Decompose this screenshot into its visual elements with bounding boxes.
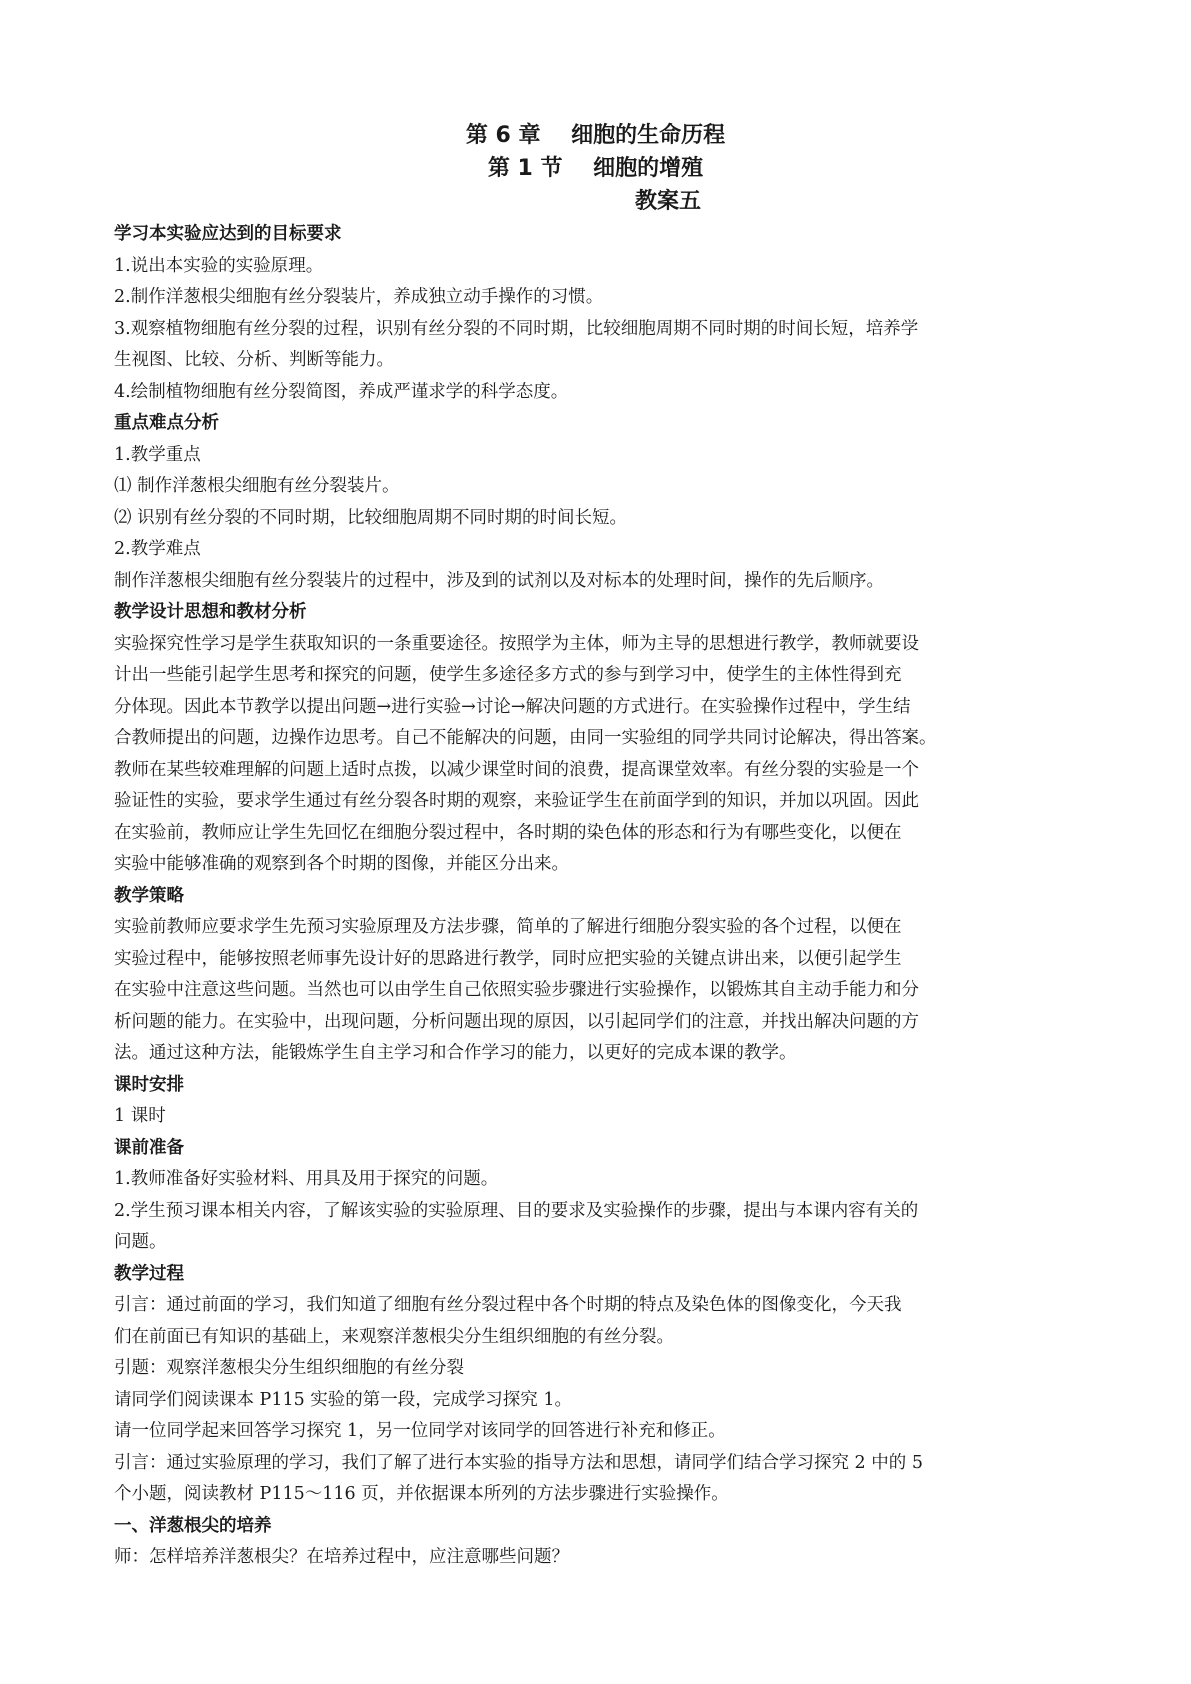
text-line: 请一位同学起来回答学习探究 1，另一位同学对该同学的回答进行补充和修正。 bbox=[114, 1421, 726, 1441]
text-line: 分体现。因此本节教学以提出问题→进行实验→讨论→解决问题的方式进行。在实验操作过程中，学生结 bbox=[114, 696, 911, 717]
text-line: 教师在某些较难理解的问题上适时点拨，以减少课堂时间的浪费，提高课堂效率。有丝分裂的实验是一个 bbox=[114, 759, 919, 780]
text-line: 实验前教师应要求学生先预习实验原理及方法步骤，简单的了解进行细胞分裂实验的各个过程，以便在 bbox=[114, 917, 902, 937]
text-line: 4.绘制植物细胞有丝分裂简图，养成严谨求学的科学态度。 bbox=[114, 381, 569, 402]
section-heading: 学习本实验应达到的目标要求 bbox=[114, 224, 342, 244]
text-line: 引题：观察洋葱根尖分生组织细胞的有丝分裂 bbox=[114, 1358, 464, 1378]
text-line: 3.观察植物细胞有丝分裂的过程，识别有丝分裂的不同时期，比较细胞周期不同时期的时间长短，培养学 bbox=[114, 318, 919, 339]
text-line: 引言：通过实验原理的学习，我们了解了进行本实验的指导方法和思想，请同学们结合学习探究 2 中的 5 bbox=[114, 1452, 923, 1473]
text-line: 2.教学难点 bbox=[114, 539, 201, 559]
text-line: 1.说出本实验的实验原理。 bbox=[114, 255, 324, 276]
text-line: 合教师提出的问题，边操作边思考。自己不能解决的问题，由同一实验组的同学共同讨论解决，得出答案。 bbox=[114, 728, 937, 748]
text-line: 请同学们阅读课本 P115 实验的第一段，完成学习探究 1。 bbox=[114, 1389, 572, 1410]
section-heading: 课时安排 bbox=[114, 1074, 184, 1095]
text-line: 问题。 bbox=[114, 1232, 167, 1252]
text-line: 们在前面已有知识的基础上，来观察洋葱根尖分生组织细胞的有丝分裂。 bbox=[114, 1326, 674, 1347]
text-line: 引言：通过前面的学习，我们知道了细胞有丝分裂过程中各个时期的特点及染色体的图像变化，今天我 bbox=[114, 1295, 902, 1315]
text-line: 验证性的实验，要求学生通过有丝分裂各时期的观察，来验证学生在前面学到的知识，并加以巩固。因此 bbox=[114, 791, 919, 811]
text-line: 在实验前，教师应让学生先回忆在细胞分裂过程中，各时期的染色体的形态和行为有哪些变化，以便在 bbox=[114, 822, 902, 843]
text-line: 实验探究性学习是学生获取知识的一条重要途径。按照学为主体，师为主导的思想进行教学，教师就要设 bbox=[114, 633, 919, 654]
section-heading: 教学设计思想和教材分析 bbox=[114, 602, 307, 622]
text-line: 师：怎样培养洋葱根尖？在培养过程中，应注意哪些问题？ bbox=[114, 1547, 569, 1567]
text-line: 析问题的能力。在实验中，出现问题，分析问题出现的原因，以引起同学们的注意，并找出解决问题的方 bbox=[114, 1011, 919, 1032]
text-line: 2.学生预习课本相关内容，了解该实验的实验原理、目的要求及实验操作的步骤，提出与本课内容有关的 bbox=[114, 1200, 919, 1221]
text-line: ⑴ 制作洋葱根尖细胞有丝分裂装片。 bbox=[114, 476, 400, 496]
text-line: 生视图、比较、分析、判断等能力。 bbox=[114, 350, 394, 370]
text-line: 1.教师准备好实验材料、用具及用于探究的问题。 bbox=[114, 1169, 499, 1189]
chapter-title: 第 6 章 细胞的生命历程 bbox=[465, 123, 726, 148]
text-line: 制作洋葱根尖细胞有丝分裂装片的过程中，涉及到的试剂以及对标本的处理时间，操作的先后顺序。 bbox=[114, 570, 884, 591]
section-heading: 教学策略 bbox=[114, 885, 184, 906]
section-title: 第 1 节 细胞的增殖 bbox=[487, 156, 704, 181]
text-line: ⑵ 识别有丝分裂的不同时期，比较细胞周期不同时期的时间长短。 bbox=[114, 507, 628, 528]
document-body bbox=[114, 219, 1074, 1574]
section-heading: 重点难点分析 bbox=[114, 413, 219, 433]
text-line: 在实验中注意这些问题。当然也可以由学生自己依照实验步骤进行实验操作，以锻炼其自主动手能力和分 bbox=[114, 980, 919, 1000]
lesson-subtitle: 教案五 bbox=[635, 189, 702, 214]
text-line: 法。通过这种方法，能锻炼学生自主学习和合作学习的能力，以更好的完成本课的教学。 bbox=[114, 1043, 797, 1063]
text-line: 实验中能够准确的观察到各个时期的图像，并能区分出来。 bbox=[114, 854, 569, 874]
text-line: 计出一些能引起学生思考和探究的问题，使学生多途径多方式的参与到学习中，使学生的主体性得到充 bbox=[114, 665, 902, 685]
section-heading: 教学过程 bbox=[114, 1263, 184, 1284]
text-line: 1.教学重点 bbox=[114, 444, 201, 465]
text-line: 实验过程中，能够按照老师事先设计好的思路进行教学，同时应把实验的关键点讲出来，以便引起学生 bbox=[114, 948, 902, 969]
text-line: 2.制作洋葱根尖细胞有丝分裂装片，养成独立动手操作的习惯。 bbox=[114, 287, 604, 307]
section-heading: 一、洋葱根尖的培养 bbox=[114, 1515, 272, 1536]
section-heading: 课前准备 bbox=[114, 1137, 184, 1158]
text-line: 个小题，阅读教材 P115～116 页，并依据课本所列的方法步骤进行实验操作。 bbox=[114, 1484, 729, 1504]
text-line: 1 课时 bbox=[114, 1106, 166, 1126]
